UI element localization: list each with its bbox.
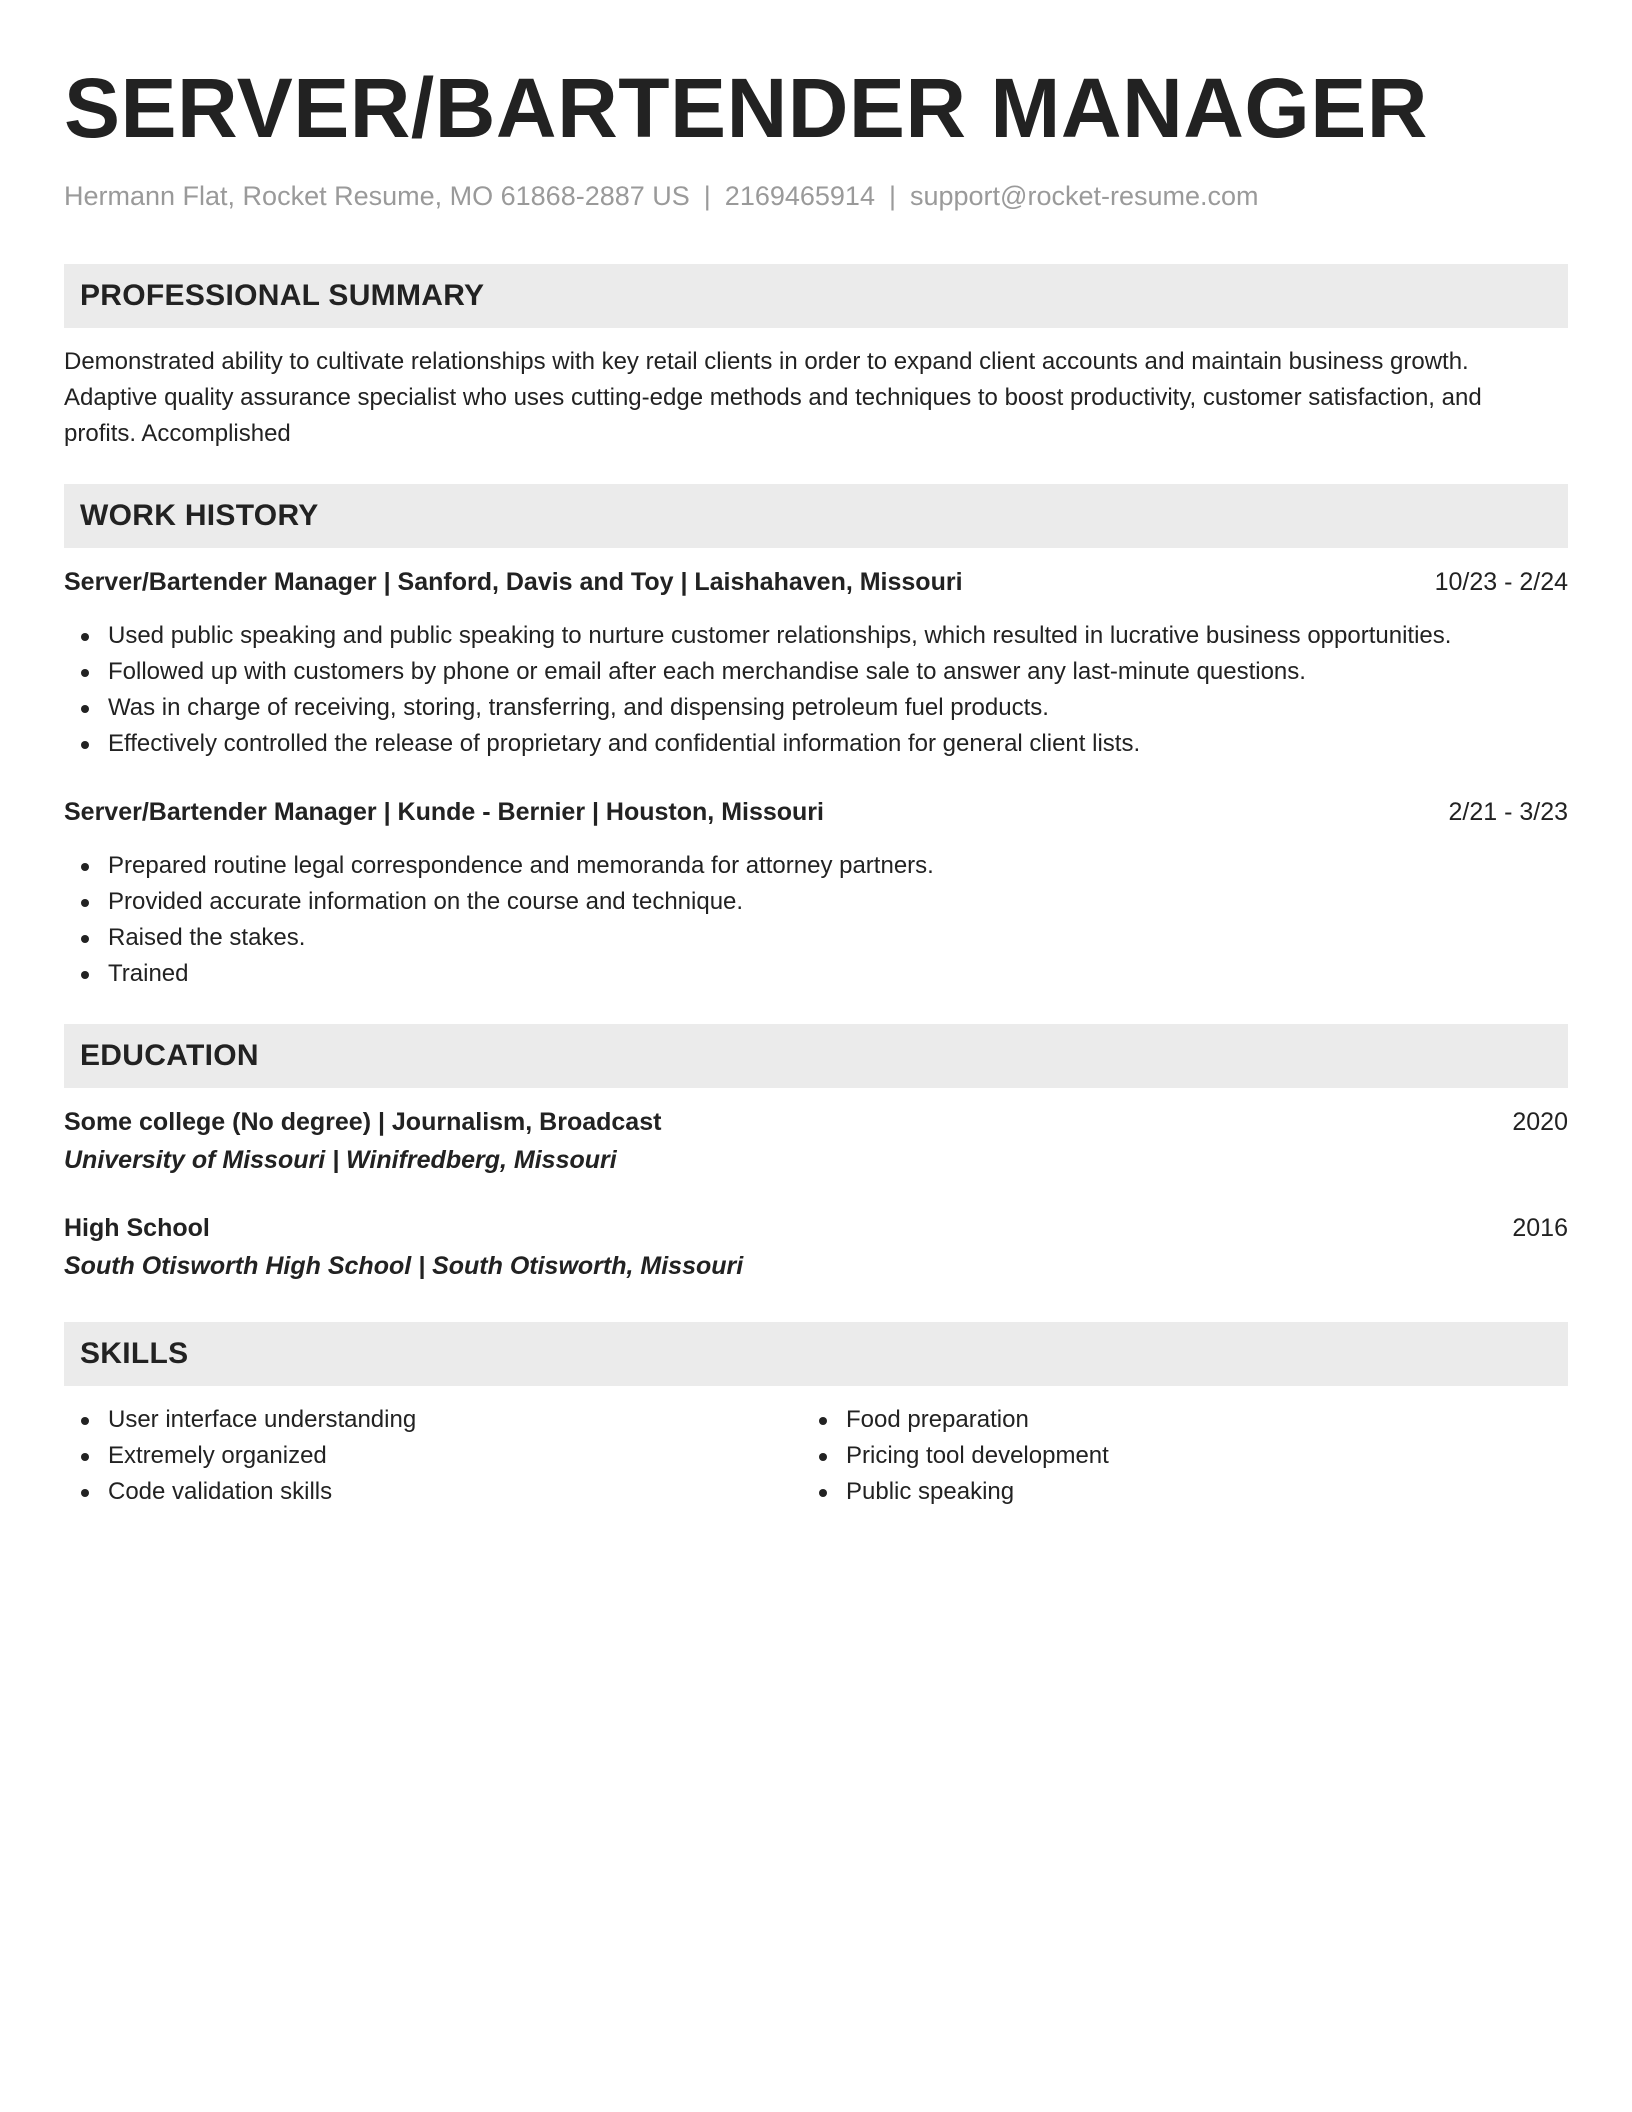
skill-item: User interface understanding <box>64 1402 802 1438</box>
education-year: 2016 <box>1512 1214 1568 1242</box>
education-degree: Some college (No degree) | Journalism, Broadcast <box>64 1108 662 1136</box>
section-header-work-history: WORK HISTORY <box>64 484 1568 548</box>
skill-item: Public speaking <box>802 1474 1540 1510</box>
skills-column-left <box>64 1402 802 1510</box>
contact-separator: | <box>703 181 711 211</box>
list-item: Raised the stakes. <box>64 920 1568 956</box>
list-item: Effectively controlled the release of proprietary and confidential information for general client lists. <box>64 726 1568 762</box>
education-degree: High School <box>64 1214 210 1242</box>
skills-list-left <box>64 1402 802 1510</box>
skill-item: Code validation skills <box>64 1474 802 1510</box>
skill-item: Extremely organized <box>64 1438 802 1474</box>
contact-phone: 2169465914 <box>724 181 875 211</box>
skills-list-right <box>802 1402 1540 1510</box>
job-entry-1-header <box>64 564 1568 600</box>
job-title: Server/Bartender Manager | Sanford, Davis and Toy | Laishahaven, Missouri <box>64 568 963 596</box>
job-dates: 10/23 - 2/24 <box>1434 568 1568 596</box>
education-school: University of Missouri | Winifredberg, Missouri <box>64 1146 617 1174</box>
list-item: Trained <box>64 956 1568 992</box>
contact-address: Hermann Flat, Rocket Resume, MO 61868-2887 US <box>64 181 690 211</box>
contact-line <box>64 178 1568 214</box>
list-item: Used public speaking and public speaking to nurture customer relationships, which resulted in lucrative business opportunities. <box>64 618 1568 654</box>
job-1-bullets <box>64 618 1568 762</box>
education-entry-2-header <box>64 1210 1568 1246</box>
summary-text <box>64 344 1568 452</box>
job-2-bullets <box>64 848 1568 992</box>
section-header-summary: PROFESSIONAL SUMMARY <box>64 264 1568 328</box>
education-entry-1-header <box>64 1104 1568 1140</box>
skill-item: Food preparation <box>802 1402 1540 1438</box>
list-item: Prepared routine legal correspondence and memoranda for attorney partners. <box>64 848 1568 884</box>
contact-email: support@rocket-resume.com <box>909 181 1259 211</box>
section-header-skills: SKILLS <box>64 1322 1568 1386</box>
skills-grid <box>64 1402 1568 1510</box>
education-school: South Otisworth High School | South Otisworth, Missouri <box>64 1252 744 1280</box>
summary-line: Demonstrated ability to cultivate relationships with key retail clients in order to expand client accounts and maintain business growth. <box>64 348 1469 375</box>
job-title: Server/Bartender Manager | Kunde - Bernier | Houston, Missouri <box>64 798 824 826</box>
section-header-education: EDUCATION <box>64 1024 1568 1088</box>
resume-page <box>64 0 1568 1510</box>
job-dates: 2/21 - 3/23 <box>1448 798 1568 826</box>
contact-separator: | <box>888 181 896 211</box>
education-year: 2020 <box>1512 1108 1568 1136</box>
skills-column-right <box>802 1402 1540 1510</box>
summary-line: profits. Accomplished <box>64 420 291 447</box>
list-item: Followed up with customers by phone or email after each merchandise sale to answer any last-minute questions. <box>64 654 1568 690</box>
list-item: Provided accurate information on the course and technique. <box>64 884 1568 920</box>
skill-item: Pricing tool development <box>802 1438 1540 1474</box>
resume-name-title: SERVER/BARTENDER MANAGER <box>64 61 1428 155</box>
summary-line: Adaptive quality assurance specialist who uses cutting-edge methods and techniques to boost productivity, customer satisfaction, and <box>64 384 1482 411</box>
list-item: Was in charge of receiving, storing, transferring, and dispensing petroleum fuel products. <box>64 690 1568 726</box>
job-entry-2-header <box>64 794 1568 830</box>
